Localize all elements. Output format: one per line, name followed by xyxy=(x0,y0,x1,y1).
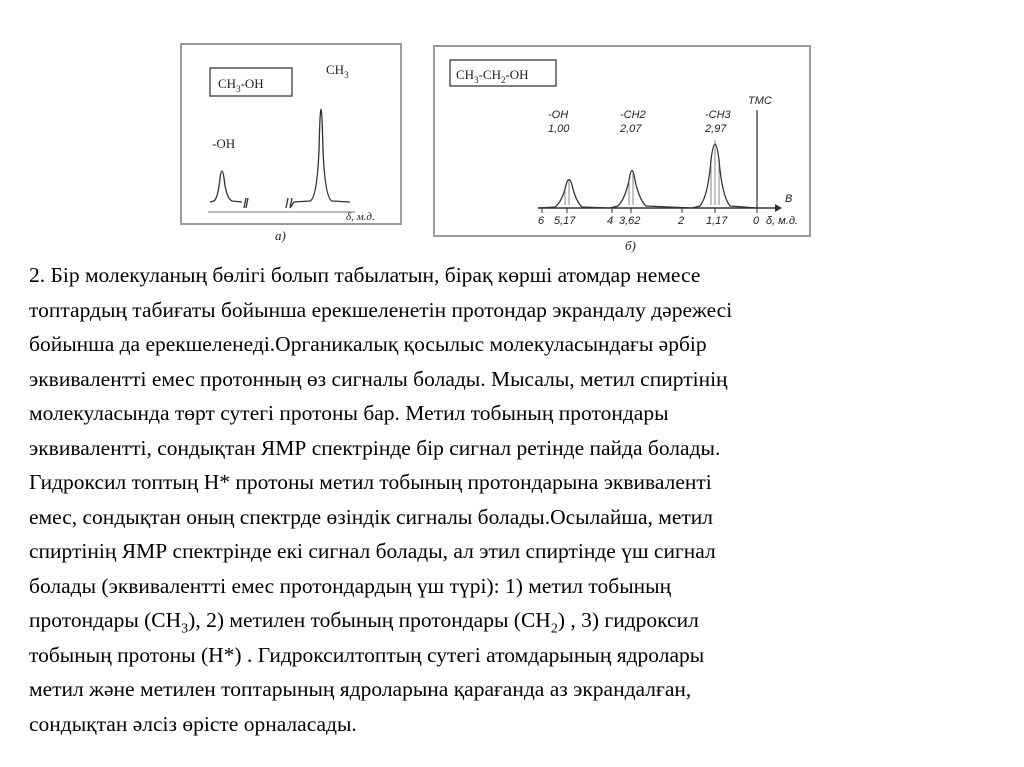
peak-label-ch3: $CH_3$ xyxy=(326,62,349,80)
tick-1-17: 1,17 xyxy=(706,215,728,227)
peak-label-oh: -OH xyxy=(212,136,236,151)
spectrum-figure-b xyxy=(430,40,815,255)
formula-b: $CH_3-CH_2-OH$ xyxy=(456,67,529,85)
text-line: эквивалентті, сондықтан ЯМР спектрінде бір сигнал ретінде пайда болады. xyxy=(29,435,721,460)
text-line: бойынша да ерекшеленеді.Органикалық қосылыс молекуласындағы әрбір xyxy=(29,332,707,356)
figure-b-caption: б) xyxy=(625,238,636,253)
subscript: 2 xyxy=(550,621,558,637)
axis-letter-b: B xyxy=(785,193,793,205)
text-line: сондықтан әлсіз өрісте орналасады. xyxy=(29,711,357,736)
text-line: болады (эквивалентті емес протондардың үш түрі): 1) метил тобының xyxy=(29,573,672,598)
text-line: эквивалентті емес протонның өз сигналы болады. Мысалы, метил спиртінің xyxy=(29,366,728,391)
text-line xyxy=(29,603,989,638)
tmc-label: TMC xyxy=(748,95,772,107)
axis-unit-b: δ, м.д. xyxy=(766,215,798,227)
peak-label-ch3: -CH3 xyxy=(705,109,731,121)
tick-3-62: 3,62 xyxy=(619,215,641,227)
formula-a: $CH_3-OH$ xyxy=(218,76,264,94)
tick-4: 4 xyxy=(607,215,614,227)
axis-label-a: δ, м.д. xyxy=(346,211,375,223)
text-line: 2. Бір молекуланың бөлігі болып табылатын, бірақ көрші атомдар немесе xyxy=(29,263,701,287)
text-fragment: ) , 3) гидроксил xyxy=(557,608,699,632)
tick-6: 6 xyxy=(538,215,545,227)
peak-value-ch2: 2,07 xyxy=(620,123,642,135)
text-line: топтардың табиғаты бойынша ерекшеленетін протондар экрандалу дәрежесі xyxy=(29,297,733,322)
text-fragment: ), 2) метилен тобының протондары (СН xyxy=(188,608,551,632)
text-line: метил және метилен топтарының ядроларына қарағанда аз экрандалған, xyxy=(29,677,692,701)
peak-value-oh: 1,00 xyxy=(548,123,570,135)
tick-5-17: 5,17 xyxy=(554,215,576,227)
peak-value-ch3: 2,97 xyxy=(705,123,727,135)
text-line: тобының протоны (Н*) . Гидроксилтоптың сутегі атомдарының ядролары xyxy=(29,642,705,667)
spectrum-figure-a xyxy=(180,40,410,250)
subscript: 3 xyxy=(181,621,189,637)
tick-0: 0 xyxy=(753,215,760,227)
text-line: Гидроксил топтың Н* протоны метил тобының протондарына эквиваленті xyxy=(29,470,712,494)
text-line: емес, сондықтан оның спектрде өзіндік сигналы болады.Осылайша, метил xyxy=(29,504,714,529)
peak-label-ch2: -CH2 xyxy=(620,109,646,121)
peak-label-oh: -OH xyxy=(548,109,569,121)
text-fragment: протондары (СН xyxy=(29,608,182,632)
tick-2: 2 xyxy=(678,215,685,227)
paragraph xyxy=(29,258,989,741)
text-line: молекуласында төрт сутегі протоны бар. Метил тобының протондары xyxy=(29,401,669,425)
text-line: спиртінің ЯМР спектрінде екі сигнал болады, ал этил спиртінде үш сигнал xyxy=(29,539,716,563)
figure-a-caption: а) xyxy=(275,228,286,243)
